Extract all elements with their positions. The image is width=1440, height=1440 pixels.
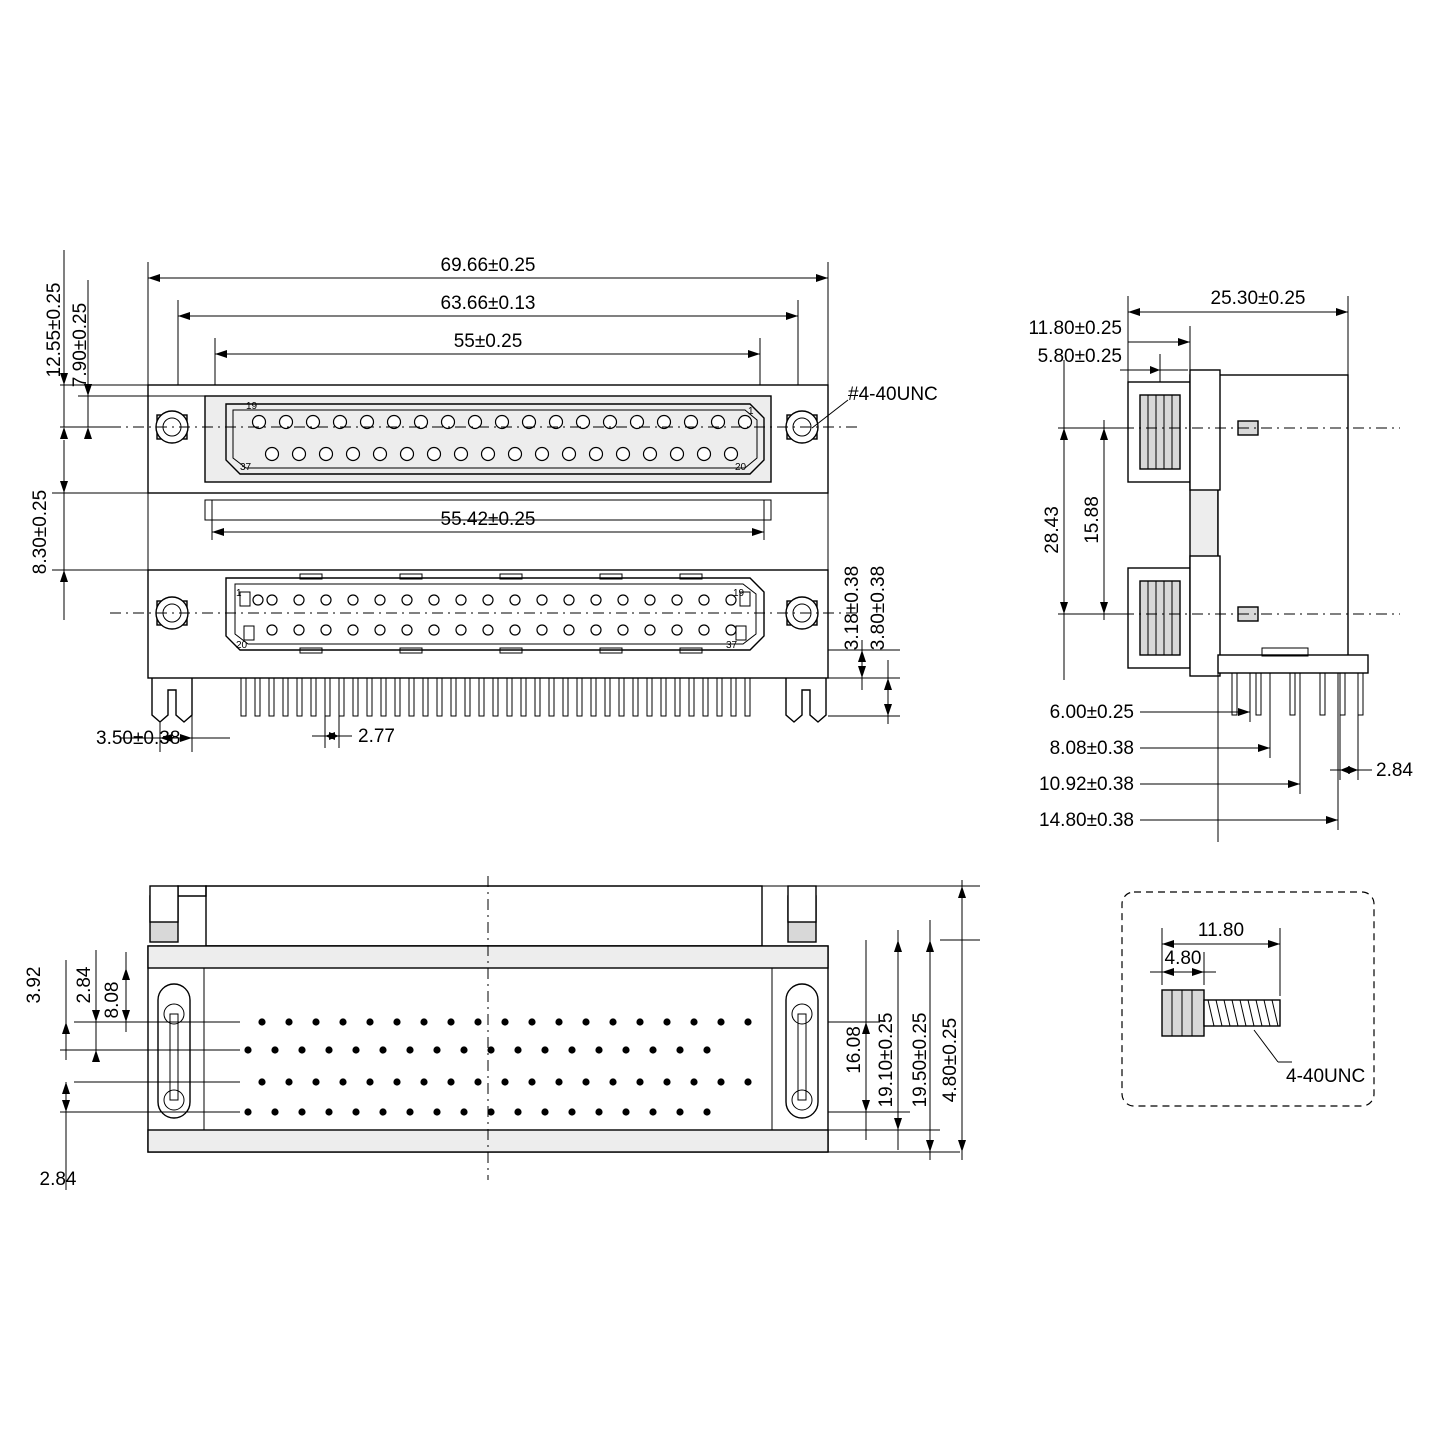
dim-25-30: 25.30±0.25 <box>1210 288 1306 309</box>
lower-flange-plate <box>148 570 828 678</box>
dim-10-92: 10.92±0.38 <box>1039 774 1134 795</box>
dim-8-30: 8.30±0.25 <box>30 489 51 575</box>
dim-3-80: 3.80±0.38 <box>868 565 889 651</box>
side-pin-tails <box>1232 673 1363 715</box>
pin-label-20-upper: 20 <box>735 462 747 473</box>
dim-63-66: 63.66±0.13 <box>440 293 536 314</box>
dim-7-90: 7.90±0.25 <box>70 302 91 388</box>
dim-55: 55±0.25 <box>453 331 523 352</box>
bottom-rear-shell <box>206 886 762 946</box>
dim-4-80-bottom: 4.80±0.25 <box>940 1017 961 1103</box>
side-view <box>1028 288 1413 842</box>
dim-2-77: 2.77 <box>358 726 395 747</box>
dim-55-42: 55.42±0.25 <box>440 509 536 530</box>
dim-15-88: 15.88 <box>1082 496 1103 544</box>
dim-69-66: 69.66±0.25 <box>440 255 536 276</box>
pin-label-1-upper: 1 <box>748 406 754 417</box>
dim-8-08-bottom: 8.08 <box>102 981 123 1019</box>
pin-label-20-lower: 20 <box>236 640 248 651</box>
side-lower-flange <box>1190 556 1220 676</box>
bottom-right-mount-slot <box>786 984 818 1118</box>
thread-callout-4-40unc: #4-40UNC <box>848 384 938 405</box>
right-board-lock <box>786 678 826 722</box>
dim-6-00: 6.00±0.25 <box>1049 702 1134 723</box>
front-pin-tails <box>241 678 750 716</box>
screw-detail-view <box>1122 892 1374 1106</box>
dim-11-80: 11.80±0.25 <box>1028 318 1122 339</box>
dim-19-10: 19.10±0.25 <box>876 1012 897 1108</box>
side-base-plate <box>1218 655 1368 673</box>
dim-19-50: 19.50±0.25 <box>910 1012 931 1108</box>
bottom-left-screw-shaft <box>150 886 178 922</box>
dim-2-84-bottom-low: 2.84 <box>39 1169 77 1190</box>
pin-label-19-upper: 19 <box>246 401 258 412</box>
dim-4-80-detail: 4.80 <box>1164 948 1202 969</box>
pin-label-37-upper: 37 <box>240 462 252 473</box>
bottom-left-mount-slot <box>158 984 190 1118</box>
detail-screw-head <box>1162 990 1204 1036</box>
pin-label-1-lower: 1 <box>236 588 242 599</box>
detail-thread-label: 4-40UNC <box>1286 1066 1366 1087</box>
dim-12-55: 12.55±0.25 <box>44 282 65 378</box>
dim-3-92: 3.92 <box>24 966 45 1004</box>
dim-2-84-side: 2.84 <box>1376 760 1413 781</box>
side-upper-shell-detail <box>1140 395 1180 469</box>
pin-label-19-lower: 19 <box>733 588 745 599</box>
side-upper-flange <box>1190 370 1220 490</box>
dim-16-08: 16.08 <box>844 1026 865 1074</box>
side-lower-shell-detail <box>1140 581 1180 655</box>
upper-shell <box>205 396 771 482</box>
dim-3-50: 3.50±0.38 <box>96 728 181 749</box>
pin-label-37-lower: 37 <box>726 640 738 651</box>
dim-5-80: 5.80±0.25 <box>1037 346 1122 367</box>
left-board-lock <box>152 678 192 722</box>
dim-11-80-detail: 11.80 <box>1197 920 1245 941</box>
front-view <box>30 250 938 752</box>
dim-8-08: 8.08±0.38 <box>1049 738 1134 759</box>
bottom-view <box>24 876 980 1190</box>
dim-3-18: 3.18±0.38 <box>842 565 863 651</box>
dim-2-84-bottom-top: 2.84 <box>74 966 95 1004</box>
dim-28-43: 28.43 <box>1042 506 1063 554</box>
bottom-right-screw-shaft <box>788 886 816 922</box>
dim-14-80: 14.80±0.38 <box>1039 810 1134 831</box>
